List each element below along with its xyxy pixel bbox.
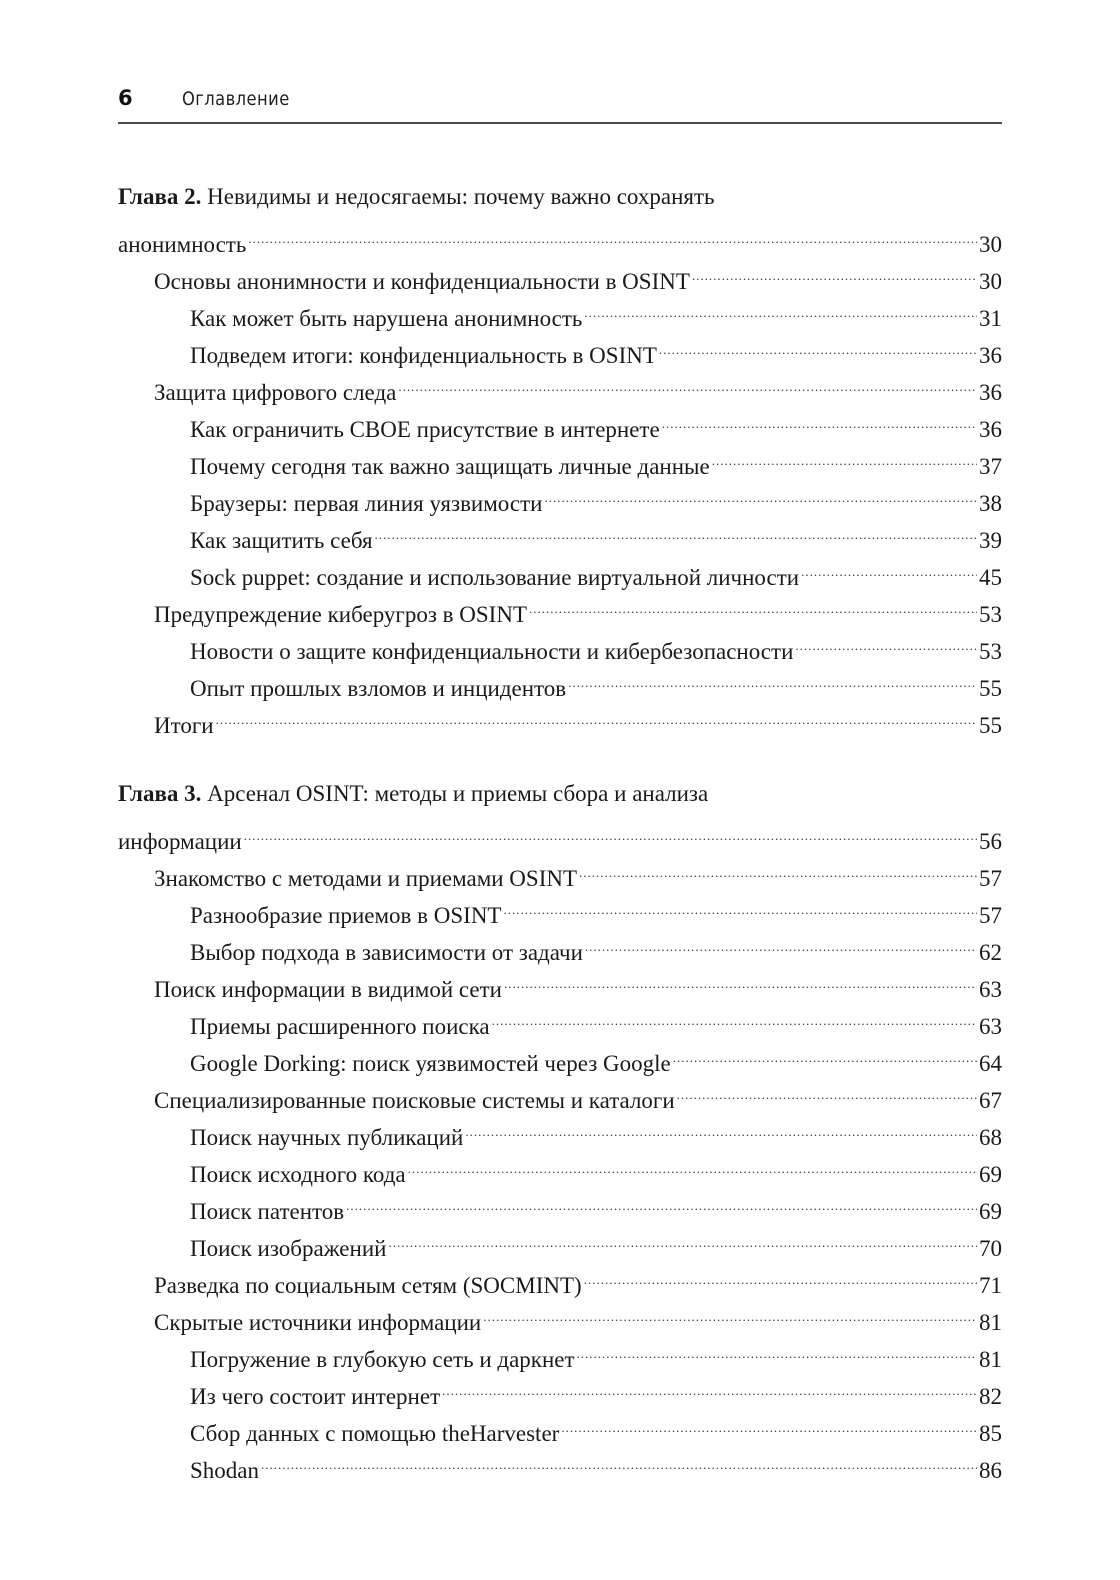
toc-entry-title: Как ограничить СВОЕ присутствие в интернете [190, 417, 660, 442]
toc-entry-page-number: 71 [979, 1273, 1002, 1298]
toc-entry-title: Разведка по социальным сетям (SOCMINT) [154, 1273, 582, 1298]
dot-leader [585, 923, 977, 960]
toc-entry-title: Google Dorking: поиск уязвимостей через Google [190, 1051, 671, 1076]
dot-leader [248, 215, 977, 252]
toc-entry-page-number: 86 [979, 1458, 1002, 1483]
toc-entry-page-number: 81 [979, 1310, 1002, 1335]
chapter-2 [118, 178, 1002, 738]
toc-entry-page-number: 55 [979, 676, 1002, 701]
chapter-entries [118, 849, 1002, 1483]
table-of-contents [118, 178, 1002, 1520]
toc-entry-page-number: 68 [979, 1125, 1002, 1150]
chapter-title-continuation[interactable] [118, 812, 1002, 854]
toc-entry-title: Как может быть нарушена анонимность [190, 306, 583, 331]
chapter-title[interactable] [118, 775, 1002, 812]
running-title: Оглавление [182, 88, 290, 110]
toc-entry-title: Shodan [190, 1458, 259, 1483]
toc-entry-page-number: 63 [979, 1014, 1002, 1039]
dot-leader [677, 1071, 977, 1108]
toc-entry-page-number: 36 [979, 417, 1002, 442]
toc-entry-title: Итоги [154, 713, 214, 738]
dot-leader [692, 252, 977, 289]
toc-entry-title: Почему сегодня так важно защищать личные данные [190, 454, 710, 479]
toc-entry-page-number: 37 [979, 454, 1002, 479]
toc-entry-title: Скрытые источники информации [154, 1310, 482, 1335]
toc-entry-page-number: 30 [979, 269, 1002, 294]
dot-leader [442, 1367, 977, 1404]
dot-leader [544, 474, 977, 511]
toc-entry-title: Новости о защите конфиденциальности и кибербезопасности [190, 639, 794, 664]
toc-entry-page-number: 38 [979, 491, 1002, 516]
dot-leader [375, 511, 977, 548]
toc-entry-page-number: 70 [979, 1236, 1002, 1261]
toc-entry-page-number: 55 [979, 713, 1002, 738]
dot-leader [346, 1182, 977, 1219]
toc-entry-page-number: 67 [979, 1088, 1002, 1113]
toc-entry-page-number: 57 [979, 866, 1002, 891]
dot-leader [712, 437, 977, 474]
toc-entry-page-number: 31 [979, 306, 1002, 331]
toc-entry-title: Разнообразие приемов в OSINT [190, 903, 502, 928]
toc-entry-page-number: 53 [979, 602, 1002, 627]
toc-section[interactable] [118, 849, 1002, 891]
toc-entry-title: Предупреждение киберугроз в OSINT [154, 602, 527, 627]
toc-entry-page-number: 36 [979, 343, 1002, 368]
dot-leader [483, 1293, 977, 1330]
dot-leader [244, 812, 977, 849]
toc-entry-title: Защита цифрового следа [154, 380, 397, 405]
toc-entry-title: Сбор данных с помощью theHarvester [190, 1421, 560, 1446]
dot-leader [561, 1404, 977, 1441]
toc-entry-page-number: 36 [979, 380, 1002, 405]
chapter-title-text-end: анонимность [118, 232, 247, 257]
page-header [118, 84, 1002, 124]
chapter-title-text: Невидимы и недосягаемы: почему важно сохранять [207, 184, 715, 209]
chapter-label: Глава 2. [118, 184, 202, 209]
toc-entry-page-number: 64 [979, 1051, 1002, 1076]
dot-leader [584, 289, 977, 326]
dot-leader [659, 326, 977, 363]
dot-leader [673, 1034, 977, 1071]
dot-leader [388, 1219, 977, 1256]
toc-entry-title: Опыт прошлых взломов и инцидентов [190, 676, 567, 701]
dot-leader [568, 659, 977, 696]
toc-entry-title: Поиск изображений [190, 1236, 387, 1261]
dot-leader [408, 1145, 977, 1182]
toc-entry-title: Поиск информации в видимой сети [154, 977, 502, 1002]
toc-entry-page-number: 63 [979, 977, 1002, 1002]
toc-entry-page-number: 57 [979, 903, 1002, 928]
dot-leader [261, 1441, 977, 1478]
chapter-page-number: 30 [979, 232, 1002, 257]
toc-entry-title: Как защитить себя [190, 528, 373, 553]
dot-leader [503, 886, 977, 923]
dot-leader [398, 363, 977, 400]
chapter-title-text: Арсенал OSINT: методы и приемы сбора и анализа [207, 781, 709, 806]
toc-entry-title: Приемы расширенного поиска [190, 1014, 490, 1039]
dot-leader [801, 548, 977, 585]
dot-leader [529, 585, 977, 622]
dot-leader [216, 696, 977, 733]
dot-leader [579, 849, 977, 886]
toc-entry-title: Основы анонимности и конфиденциальности в OSINT [154, 269, 690, 294]
toc-entry-page-number: 53 [979, 639, 1002, 664]
dot-leader [465, 1108, 977, 1145]
chapter-title-continuation[interactable] [118, 215, 1002, 257]
page-number: 6 [118, 86, 133, 110]
dot-leader [584, 1256, 977, 1293]
dot-leader [662, 400, 977, 437]
toc-section[interactable] [118, 252, 1002, 294]
toc-entry-page-number: 45 [979, 565, 1002, 590]
toc-entry-page-number: 82 [979, 1384, 1002, 1409]
toc-entry-page-number: 62 [979, 940, 1002, 965]
dot-leader [492, 997, 977, 1034]
toc-entry-title: Браузеры: первая линия уязвимости [190, 491, 543, 516]
toc-section[interactable] [118, 696, 1002, 738]
toc-entry-title: Подведем итоги: конфиденциальность в OSINT [190, 343, 657, 368]
toc-entry-title: Из чего состоит интернет [190, 1384, 441, 1409]
dot-leader [795, 622, 977, 659]
toc-entry-title: Специализированные поисковые системы и каталоги [154, 1088, 675, 1113]
toc-entry-page-number: 69 [979, 1199, 1002, 1224]
toc-entry-page-number: 81 [979, 1347, 1002, 1372]
chapter-title-text-end: информации [118, 829, 242, 854]
dot-leader [577, 1330, 977, 1367]
chapter-3 [118, 775, 1002, 1483]
toc-entry-page-number: 85 [979, 1421, 1002, 1446]
toc-entry-title: Знакомство с методами и приемами OSINT [154, 866, 578, 891]
toc-entry-page-number: 39 [979, 528, 1002, 553]
chapter-entries [118, 252, 1002, 738]
toc-entry-title: Поиск патентов [190, 1199, 345, 1224]
chapter-label: Глава 3. [118, 781, 202, 806]
toc-entry-title: Поиск исходного кода [190, 1162, 406, 1187]
toc-entry-title: Поиск научных публикаций [190, 1125, 464, 1150]
dot-leader [504, 960, 977, 997]
toc-entry-page-number: 69 [979, 1162, 1002, 1187]
toc-entry-title: Выбор подхода в зависимости от задачи [190, 940, 583, 965]
chapter-title[interactable] [118, 178, 1002, 215]
chapter-page-number: 56 [979, 829, 1002, 854]
toc-entry-title: Погружение в глубокую сеть и даркнет [190, 1347, 575, 1372]
toc-entry-title: Sock puppet: создание и использование виртуальной личности [190, 565, 800, 590]
